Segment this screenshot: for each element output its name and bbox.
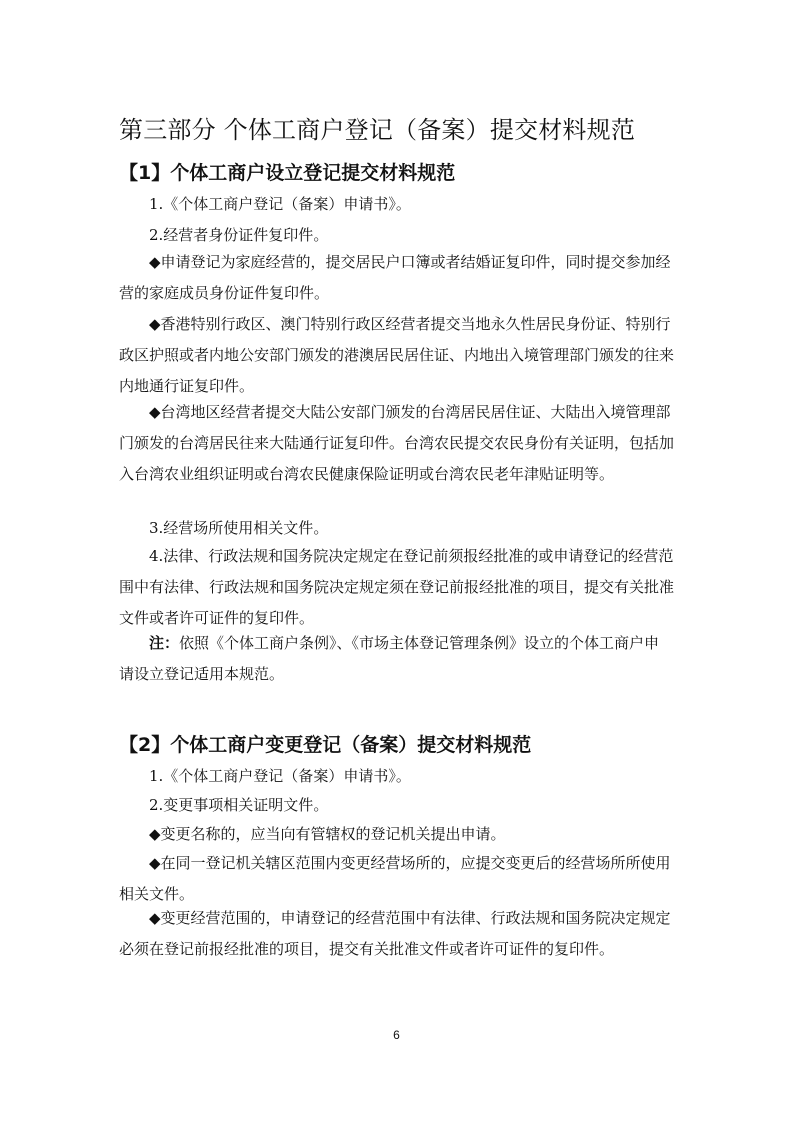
section-2-heading: 【2】个体工商户变更登记（备案）提交材料规范 [119, 734, 532, 756]
section-1-note [119, 628, 674, 690]
section-2-paragraph-2: 2.变更事项相关证明文件。 [149, 796, 329, 814]
page-title: 第三部分 个体工商户登记（备案）提交材料规范 [119, 116, 636, 144]
section-1-paragraph-2: 2.经营者身份证件复印件。 [149, 226, 329, 244]
page-number: 6 [393, 1028, 400, 1042]
section-1-paragraph-6: 3.经营场所使用相关文件。 [149, 519, 329, 537]
section-1-paragraph-7: 4.法律、行政法规和国务院决定规定在登记前须报经批准的或申请登记的经营范围中有法律、行政法规和国务院决定规定须在登记前报经批准的项目，提交有关批准文件或者许可证件的复印件。 [119, 547, 675, 627]
note-text: 依照《个体工商户条例》、《市场主体登记管理条例》设立的个体工商户申请设立登记适用本规范。 [119, 634, 660, 683]
section-1-heading: 【1】个体工商户设立登记提交材料规范 [119, 162, 456, 184]
section-2-paragraph-1: 1.《个体工商户登记（备案）申请书》。 [149, 767, 411, 785]
section-1-paragraph-3: ◆申请登记为家庭经营的，提交居民户口簿或者结婚证复印件，同时提交参加经营的家庭成员身份证件复印件。 [119, 253, 671, 302]
section-1-paragraph-5: ◆台湾地区经营者提交大陆公安部门颁发的台湾居民居住证、大陆出入境管理部门颁发的台湾居民往来大陆通行证复印件。台湾农民提交农民身份有关证明，包括加入台湾农业组织证明或台湾农民健康保险证明或台湾农民老年津贴证明等。 [119, 403, 675, 483]
section-1-paragraph-1: 1.《个体工商户登记（备案）申请书》。 [149, 195, 411, 213]
section-2-paragraph-3: ◆变更名称的，应当向有管辖权的登记机关提出申请。 [149, 825, 506, 843]
section-2-paragraph-5: ◆变更经营范围的，申请登记的经营范围中有法律、行政法规和国务院决定规定必须在登记前报经批准的项目，提交有关批准文件或者许可证件的复印件。 [119, 909, 671, 958]
note-label: 注： [149, 634, 180, 652]
section-2-paragraph-4: ◆在同一登记机关辖区范围内变更经营场所的，应提交变更后的经营场所所使用相关文件。 [119, 854, 671, 903]
section-1-paragraph-4: ◆香港特别行政区、澳门特别行政区经营者提交当地永久性居民身份证、特别行政区护照或者内地公安部门颁发的港澳居民居住证、内地出入境管理部门颁发的往来内地通行证复印件。 [119, 315, 675, 395]
